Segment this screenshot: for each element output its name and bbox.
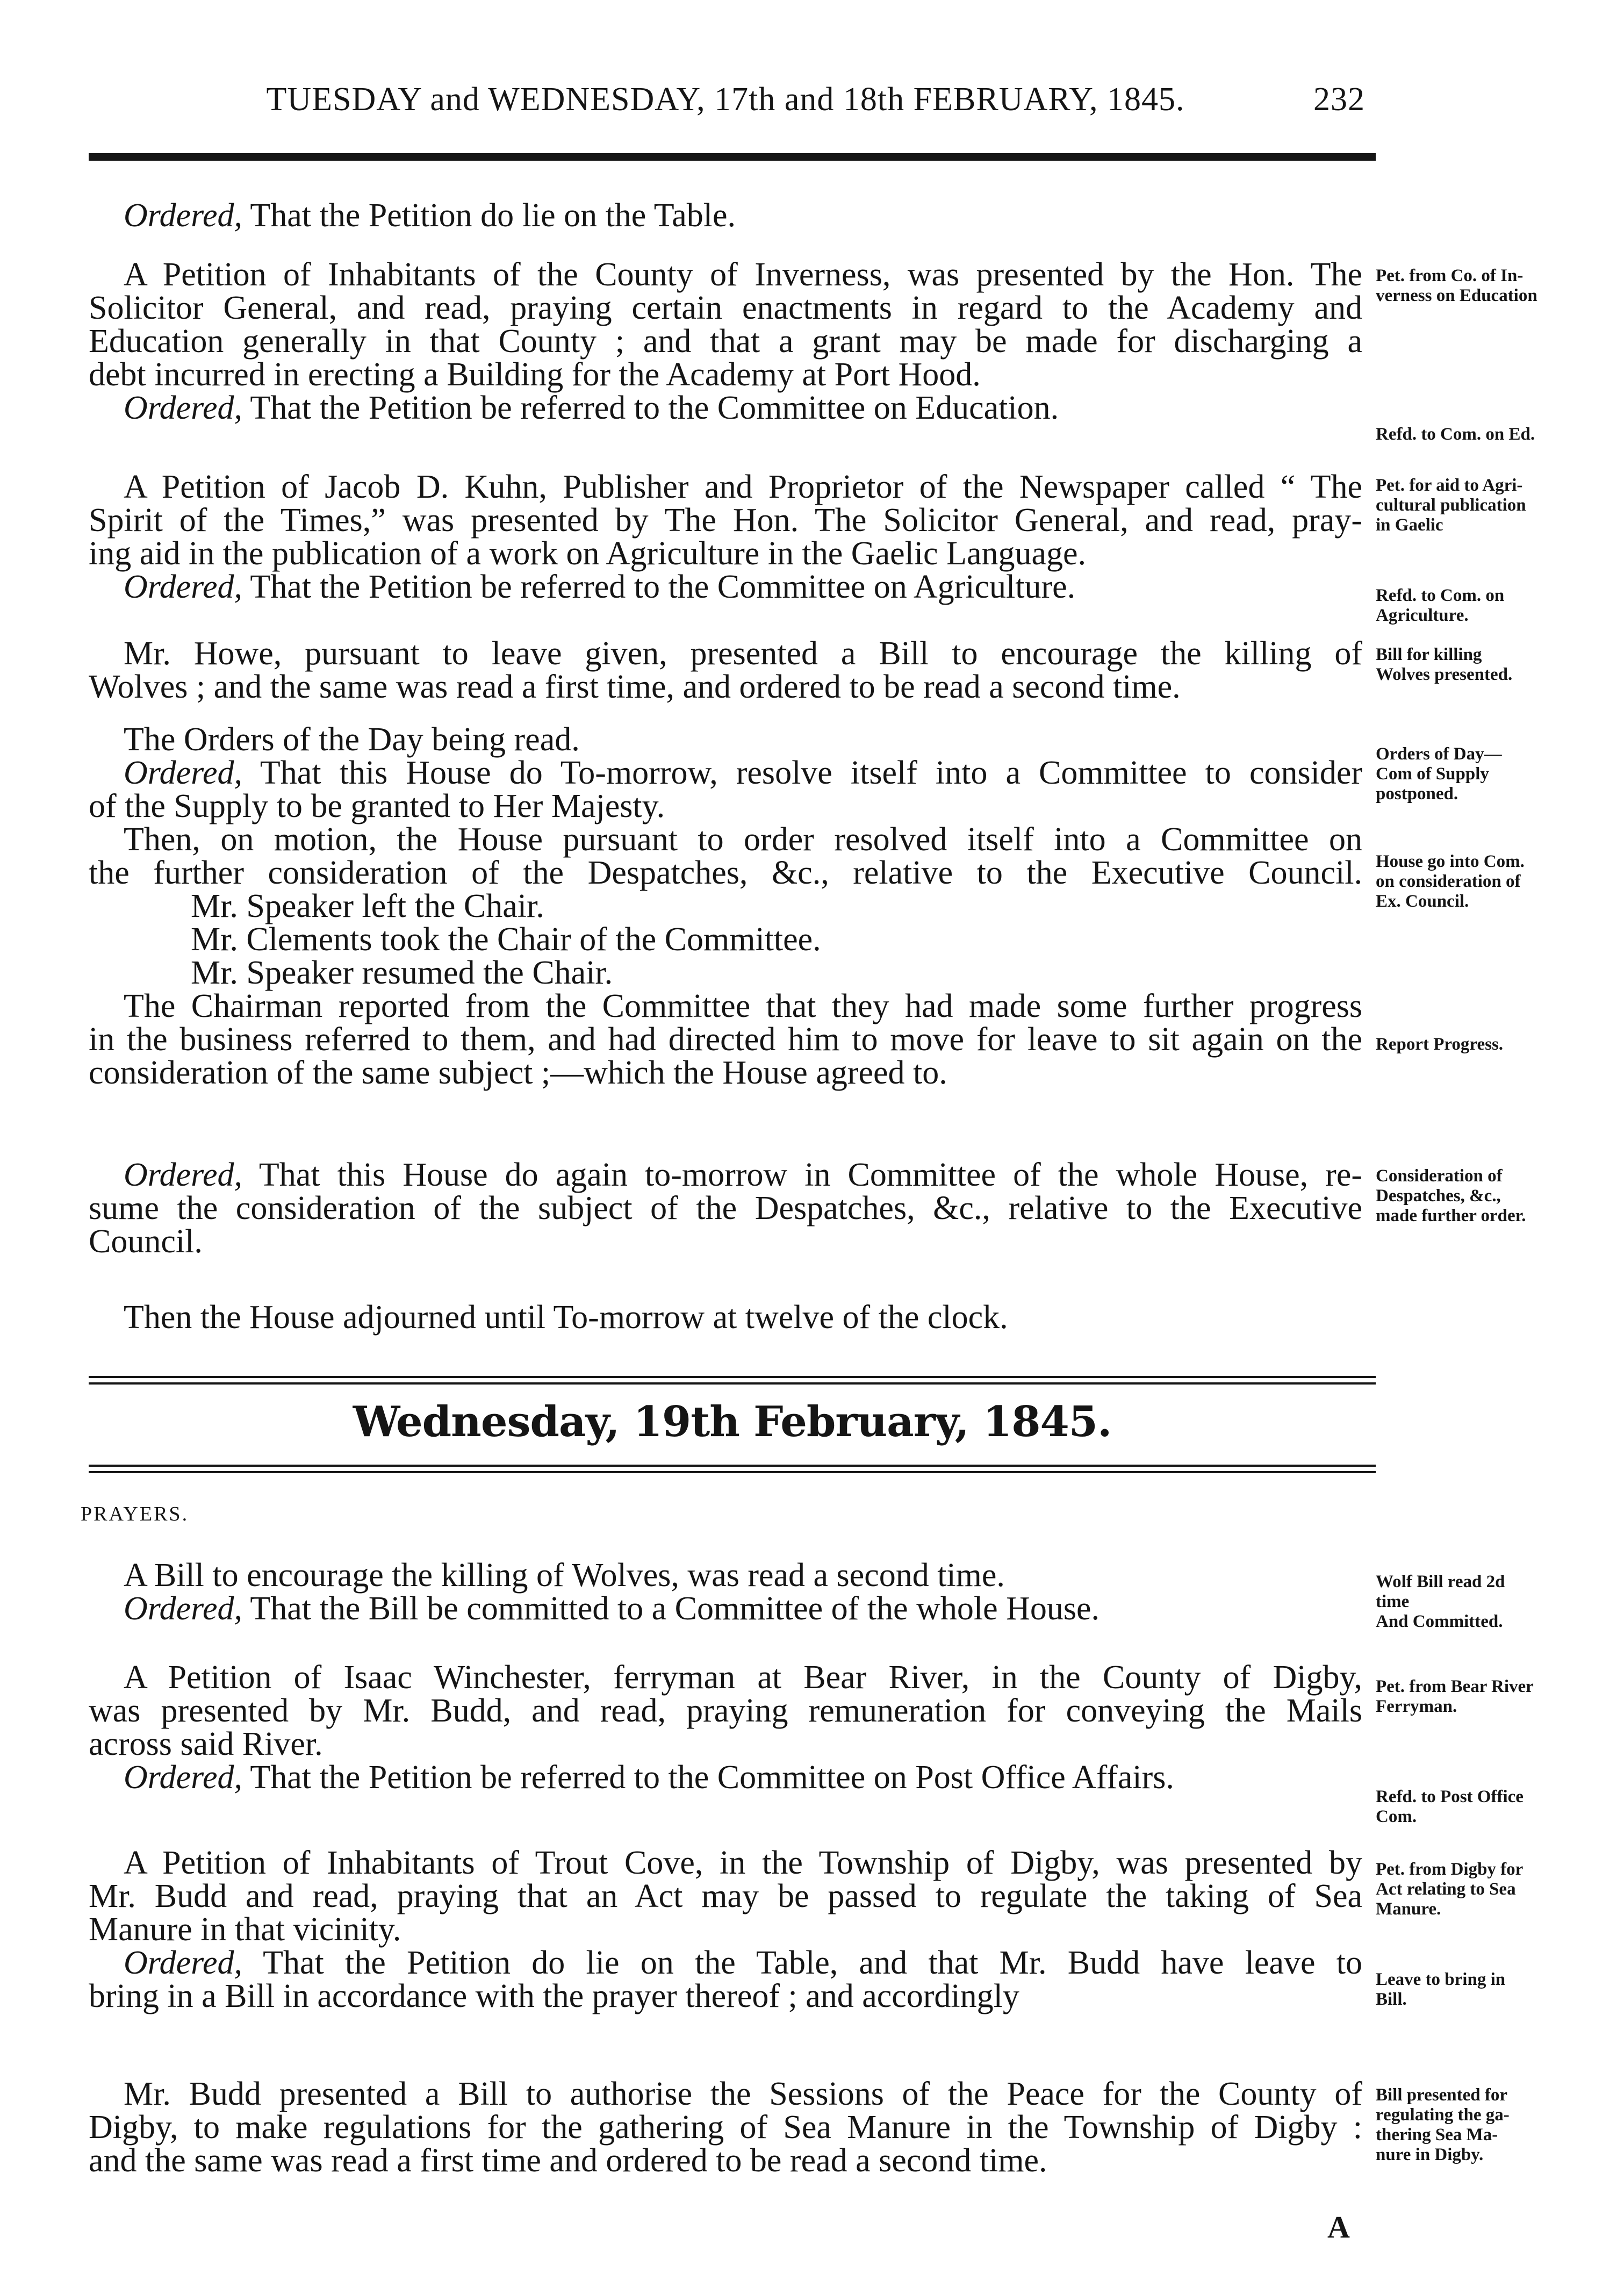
text-line: Solicitor General, and read, praying certain enactments in regard to the Academy and [89, 290, 1362, 326]
margin-line: Manure. [1376, 1899, 1441, 1919]
margin-line: Refd. to Com. on Ed. [1376, 425, 1535, 444]
entry-petition-winchester [89, 1661, 1362, 1794]
section-rule-top [89, 1376, 1376, 1378]
text-line: A Petition of Inhabitants of Trout Cove, in the Township of Digby, was presented by [124, 1845, 1362, 1881]
section-rule-bottom [89, 1465, 1376, 1467]
text-line: Ordered, That the Petition be referred to the Committee on Post Office Affairs. [124, 1759, 1174, 1796]
margin-line: Pet. from Co. of In- [1376, 266, 1524, 285]
margin-line: postponed. [1376, 784, 1458, 804]
text-line: Council. [89, 1223, 203, 1260]
entry-bill-sea-manure [89, 2077, 1362, 2177]
text-line: Ordered, That the Petition be referred to the Committee on Education. [124, 390, 1059, 426]
text-line: Wolves ; and the same was read a first time, and ordered to be read a second time. [89, 669, 1181, 705]
margin-line: Bill. [1376, 1990, 1407, 2009]
margin-line: time [1376, 1592, 1410, 1611]
margin-line: House go into Com. [1376, 852, 1525, 871]
text-line: the further consideration of the Despatches, &c., relative to the Executive Council. [89, 855, 1362, 891]
margin-line: Pet. from Digby for [1376, 1860, 1524, 1879]
margin-line: thering Sea Ma- [1376, 2125, 1498, 2144]
text-line: A Petition of Inhabitants of the County of Inverness, was presented by the Hon. The [124, 256, 1362, 293]
margin-line: Com. [1376, 1807, 1417, 1826]
margin-note [1376, 1677, 1601, 1717]
text-line: bring in a Bill in accordance with the prayer thereof ; and accordingly [89, 1978, 1019, 2014]
prayers-heading: PRAYERS. [81, 1503, 189, 1525]
entry-adjourned [89, 1301, 1362, 1334]
text-line: A Bill to encourage the killing of Wolves, was read a second time. [124, 1557, 1005, 1594]
margin-line: nure in Digby. [1376, 2145, 1484, 2164]
text-line: Then the House adjourned until To-morrow at twelve of the clock. [124, 1299, 1008, 1336]
text-line: Ordered, That the Petition be referred to the Committee on Agriculture. [124, 569, 1076, 605]
entry-petition-kuhn [89, 470, 1362, 604]
text-line: Mr. Budd and read, praying that an Act may be passed to regulate the taking of Sea [89, 1878, 1362, 1914]
text-line: Ordered, That the Petition do lie on the Table, and that Mr. Budd have leave to [124, 1945, 1362, 1981]
margin-line: Com of Supply [1376, 764, 1489, 784]
margin-line: Act relating to Sea [1376, 1880, 1516, 1899]
margin-line: Orders of Day— [1376, 744, 1502, 764]
margin-line: Leave to bring in [1376, 1970, 1506, 1989]
margin-note [1376, 1860, 1601, 1919]
margin-line: verness on Education [1376, 286, 1537, 305]
margin-line: in Gaelic [1376, 515, 1443, 535]
margin-line: Pet. for aid to Agri- [1376, 476, 1523, 495]
text-line: debt incurred in erecting a Building for the Academy at Port Hood. [89, 356, 981, 393]
section-rule-bottom [89, 1471, 1376, 1473]
entry-petition-trout-cove [89, 1846, 1362, 2013]
text-line: A Petition of Isaac Winchester, ferryman at Bear River, in the County of Digby, [124, 1659, 1362, 1696]
section-title: Wednesday, 19th February, 1845. [353, 1397, 1112, 1446]
text-line: Mr. Howe, pursuant to leave given, presented a Bill to encourage the killing of [124, 635, 1362, 672]
text-line: Digby, to make regulations for the gathering of Sea Manure in the Township of Digby : [89, 2109, 1362, 2146]
text-line: The Orders of the Day being read. [124, 721, 580, 758]
text-line: of the Supply to be granted to Her Majesty. [89, 788, 665, 824]
margin-line: Wolf Bill read 2d [1376, 1572, 1505, 1591]
text-line: consideration of the same subject ;—which the House agreed to. [89, 1055, 947, 1091]
margin-note [1376, 852, 1601, 912]
text-line: Then, on motion, the House pursuant to order resolved itself into a Committee on [124, 821, 1362, 858]
text-line: Ordered, That this House do To-morrow, resolve itself into a Committee to consider [124, 755, 1362, 791]
entry-ordered-resume [89, 1158, 1362, 1258]
margin-line: Report Progress. [1376, 1035, 1504, 1054]
margin-note [1376, 1166, 1601, 1226]
text-line: A Petition of Jacob D. Kuhn, Publisher and Proprietor of the Newspaper called “ The [124, 469, 1362, 505]
margin-line: Wolves presented. [1376, 665, 1513, 684]
margin-note [1376, 2085, 1601, 2165]
margin-line: Bill presented for [1376, 2085, 1508, 2105]
margin-line: Pet. from Bear River [1376, 1677, 1534, 1696]
text-line: Mr. Budd presented a Bill to authorise the Sessions of the Peace for the County of [124, 2076, 1362, 2112]
text-line: was presented by Mr. Budd, and read, praying remuneration for conveying the Mails [89, 1692, 1362, 1729]
text-line: Spirit of the Times,” was presented by The Hon. The Solicitor General, and read, pray- [89, 502, 1362, 539]
text-line: sume the consideration of the subject of the Despatches, &c., relative to the Executive [89, 1190, 1362, 1227]
text-line: in the business referred to them, and had directed him to move for leave to sit again on the [89, 1021, 1362, 1058]
entry-petition-inverness [89, 258, 1362, 425]
text-line: Manure in that vicinity. [89, 1911, 401, 1948]
text-line: Mr. Speaker left the Chair. [191, 888, 544, 924]
margin-line: Ferryman. [1376, 1697, 1457, 1716]
margin-line: Refd. to Com. on [1376, 586, 1505, 605]
section-rule-top [89, 1382, 1376, 1385]
header-rule [89, 153, 1376, 161]
signature-mark: A [1327, 2210, 1350, 2244]
text-line: across said River. [89, 1726, 323, 1762]
text-line: ing aid in the publication of a work on Agriculture in the Gaelic Language. [89, 535, 1087, 572]
margin-note [1376, 586, 1601, 626]
margin-note [1376, 645, 1601, 685]
text-line: The Chairman reported from the Committee that they had made some further progress [124, 988, 1362, 1024]
margin-line: Consideration of [1376, 1166, 1503, 1186]
text-line: and the same was read a first time and ordered to be read a second time. [89, 2142, 1047, 2179]
margin-line: made further order. [1376, 1206, 1526, 1225]
margin-line: regulating the ga- [1376, 2105, 1510, 2125]
margin-note [1376, 1572, 1601, 1632]
entry-wolf-bill-second-reading [89, 1559, 1362, 1625]
margin-line: Agriculture. [1376, 606, 1469, 625]
text-line: Ordered, That this House do again to-morrow in Committee of the whole House, re- [124, 1157, 1362, 1193]
margin-line: on consideration of [1376, 872, 1521, 891]
margin-line: And Committed. [1376, 1612, 1503, 1631]
margin-line: Ex. Council. [1376, 892, 1469, 911]
running-header [81, 81, 1370, 145]
entry-ordered-lie-on-table [89, 199, 1362, 232]
text-line: Ordered, That the Petition do lie on the Table. [124, 197, 736, 234]
margin-line: Bill for killing [1376, 645, 1482, 664]
text-line: Ordered, That the Bill be committed to a Committee of the whole House. [124, 1590, 1100, 1627]
margin-note [1376, 476, 1601, 535]
text-line: Education generally in that County ; and that a grant may be made for discharging a [89, 323, 1362, 360]
margin-note [1376, 744, 1601, 804]
margin-line: Refd. to Post Office [1376, 1787, 1524, 1806]
header-title: TUESDAY and WEDNESDAY, 17th and 18th FEBRUARY, 1845. [266, 81, 1185, 118]
margin-note [1376, 1035, 1601, 1055]
margin-line: cultural publication [1376, 496, 1526, 515]
entry-orders-of-day [89, 723, 1362, 1089]
text-line: Mr. Speaker resumed the Chair. [191, 955, 613, 991]
margin-note [1376, 1787, 1601, 1827]
margin-note [1376, 425, 1601, 444]
margin-note [1376, 1970, 1601, 2010]
page-number: 232 [1313, 81, 1365, 118]
entry-bill-wolves [89, 637, 1362, 704]
text-line: Mr. Clements took the Chair of the Committee. [191, 921, 821, 958]
margin-line: Despatches, &c., [1376, 1186, 1501, 1206]
margin-note [1376, 266, 1601, 306]
